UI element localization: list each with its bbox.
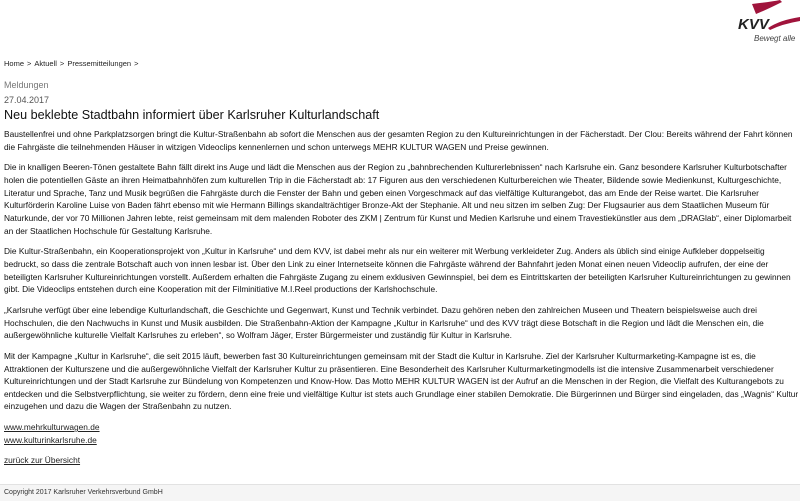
paragraph [4, 304, 800, 342]
breadcrumb-aktuell[interactable]: Aktuell [34, 59, 57, 68]
kvv-logo[interactable] [730, 0, 800, 45]
breadcrumb-separator: > [134, 59, 139, 68]
breadcrumb-home[interactable]: Home [4, 59, 25, 68]
text-line: Naturkunde, der vor 70 Millionen Jahren lebte, reist gemeinsam mit dem malenden Roboter des ZKM | Zentrum für Kunst und Medien Karlsruhe und einem Travestiekünstler aus dem „DRAGlab“, einer Diplomarbeit [4, 212, 792, 223]
article-title: Neu beklebte Stadtbahn informiert über Karlsruher Kulturlandschaft [4, 108, 380, 122]
breadcrumb [4, 59, 142, 68]
article-date: 27.04.2017 [4, 95, 50, 105]
footer [0, 484, 800, 501]
text-line: holen die potentiellen Gäste an ihren Heimatbahnhöfen zum kulturellen Trip in die Fächerstadt ab: 17 Figuren aus den verschiedenen Kulturbereichen wie Theater, Bildende sowie Medienkunst, Kulturgeschichte, [4, 174, 782, 185]
text-line: Kultureinrichtungen und der Stadt Karlsruhe zur Bündelung von Kompetenzen und Know-How. Das Motto MEHR KULTUR WAGEN ist der Aufruf an die Menschen in der Region, die Vielfalt des Kulturangebots zu [4, 376, 784, 387]
breadcrumb-pressemitteilungen[interactable]: Pressemitteilungen [67, 59, 132, 68]
text-line: außergewöhnliche kulturelle Vielfalt Karlsruhes zu erleben“, so Wolfram Jäger, Erster Bürgermeister und zuständig für Kultur in Karlsruhe. [4, 330, 512, 341]
text-line: bedruckt, so dass die zentrale Botschaft auch von innen lesbar ist. Über den Link zu einer Internetseite können die Fahrgäste während der Bahnfahrt jeden Monat einen neuen Videoclip aufrufen, der eine der [4, 258, 769, 269]
copyright-text: Copyright 2017 Karlsruher Verkehrsverbund GmbH [4, 489, 163, 496]
text-line: Baustellenfrei und ohne Parkplatzsorgen bringt die Kultur-Straßenbahn ab sofort die Menschen aus der gesamten Region zu den Kultureinrichtungen in der Fächerstadt. Der Clou: Bereits während der Fahrt können [4, 129, 793, 139]
svg-text:KVV: KVV [738, 16, 769, 33]
back-link-container [4, 454, 800, 467]
text-line: Kulturförderin Karoline Luise von Baden fährt ebenso mit wie Hermann Billings skandalträchtiger Bronze-Akt der Stephanie. Alt und neu sitzen im selben Zug: Der Flugsaurier aus dem Staatlichen Museum für [4, 200, 770, 211]
text-line: entdecken und die Selbstverpflichtung, sie weiter zu fördern, denn eine freie und vielfältige Kultur ist stets auch Grundlage einer stabilen Demokratie. Die Bürgerinnen und Bürger sind eingeladen, das „Wagnis“ Kultur [4, 388, 799, 399]
category-label: Meldungen [4, 80, 49, 90]
text-line: Die in knalligen Beeren-Tönen gestaltete Bahn fällt direkt ins Auge und lädt die Menschen aus der Region zu „bahnbrechenden Kulturerlebnissen“ nach Karlsruhe ein. Ganz besondere Karlsruher Kulturbotschafter [4, 162, 787, 173]
back-to-overview-link[interactable]: zurück zur Übersicht [4, 455, 81, 466]
breadcrumb-separator: > [27, 59, 32, 68]
text-line: „Karlsruhe verfügt über eine lebendige Kulturlandschaft, die Geschichte und Gegenwart, Kunst und Technik verbindet. Dazu gehören neben den zahlreichen Museen und Theatern beispielsweise auch drei [4, 304, 757, 315]
article-body [4, 128, 800, 475]
slogan: Bewegt alle [754, 34, 796, 43]
text-line: Die Kultur-Straßenbahn, ein Kooperationsprojekt von „Kultur in Karlsruhe“ und dem KVV, ist dabei mehr als nur ein weiterer mit Werbung verkleideter Zug. Anders als üblich sind einige Aufkleber doppelseitig [4, 246, 765, 257]
paragraph [4, 161, 800, 237]
paragraph [4, 128, 800, 153]
text-line: die Fahrgäste die teilnehmenden Häuser in witzigen Videoclips kennenlernen und schon unterwegs MEHR KULTUR WAGEN und Preise gewinnen. [4, 141, 549, 152]
text-line: gibt. Die Videoclips entstehen durch eine Kooperation mit der Filminitiative M.I.Reel productions der Karlshochschule. [4, 284, 438, 295]
text-line: beteiligten Karlsruher Kultureinrichtungen vorstellt. Außerdem erhalten die Fahrgäste Zugang zu einem exklusiven Gewinnspiel, bei dem es Eintrittskarten der beteiligten Karlsruher Kultureinrichtungen zu gewinnen [4, 271, 791, 282]
text-line: einzugehen und dazu die Wagen der Straßenbahn zu nutzen. [4, 401, 232, 412]
paragraph [4, 245, 800, 296]
text-line: Literatur und Sprache, Tanz und Musik begrüßen die Fahrgäste durch die Fenster der Bahn und geben einen Vorgeschmack auf das vielfältige Kulturangebot, das am Ende der Reise wartet. Die Karlsruher [4, 187, 759, 198]
paragraph [4, 350, 800, 413]
link-kulturinkarlsruhe[interactable]: www.kulturinkarlsruhe.de [4, 434, 97, 445]
text-line: an der Staatlichen Hochschule für Gestaltung Karlsruhe. [4, 225, 213, 236]
external-links [4, 421, 800, 446]
breadcrumb-separator: > [59, 59, 65, 68]
text-line: Hochschulen, die den Nachwuchs in Kunst und Musik ausbilden. Die Straßenbahn-Aktion der Kampagne „Kultur in Karlsruhe“ und des KVV trägt diese Botschaft in die Region und lädt die Menschen ein, die [4, 317, 764, 328]
text-line: Attraktionen der Kulturszene und die außergewöhnliche Vielfalt der Karlsruher Kultur zu präsentieren. Eine Besonderheit des Karlsruher Kulturmarketingmodells ist die intensive Zusammenarbeit verschiedener [4, 363, 774, 374]
text-line: Mit der Kampagne „Kultur in Karlsruhe“, die seit 2015 läuft, bewerben fast 30 Kultureinrichtungen gemeinsam mit der Stadt die Kultur in Karlsruhe. Ziel der Karlsruher Kulturmarketing-Kampagne ist es, die [4, 350, 756, 361]
link-mehrkulturwagen[interactable]: www.mehrkulturwagen.de [4, 422, 100, 433]
